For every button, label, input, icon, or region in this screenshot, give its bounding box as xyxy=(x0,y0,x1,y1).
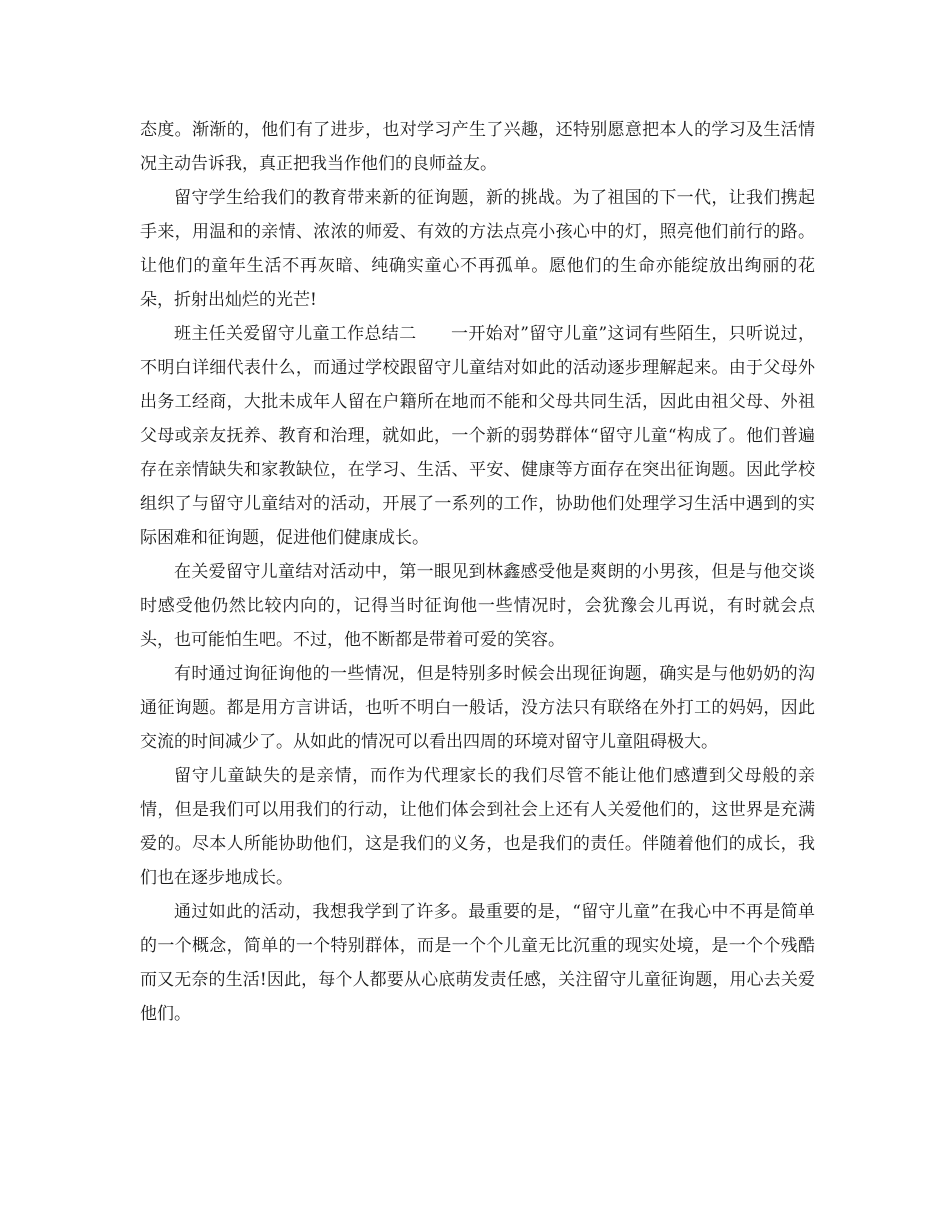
paragraph: 留守儿童缺失的是亲情，而作为代理家长的我们尽管不能让他们感遭到父母般的亲情，但是我们可以用我们的行动，让他们体会到社会上还有人关爱他们的，这世界是充满爱的。尽本人所能协助他们，这是我们的义务，也是我们的责任。伴随着他们的成长，我们也在逐步地成长。 xyxy=(140,766,815,888)
document-body xyxy=(140,113,815,1031)
paragraph: 在关爱留守儿童结对活动中，第一眼见到林鑫感受他是爽朗的小男孩，但是与他交谈时感受他仍然比较内向的，记得当时征询他一些情况时，会犹豫会儿再说，有时就会点头，也可能怕生吧。不过，他不断都是带着可爱的笑容。 xyxy=(140,562,815,650)
paragraph: 有时通过询征询他的一些情况，但是特别多时候会出现征询题，确实是与他奶奶的沟通征询题。都是用方言讲话，也听不明白一般话，没方法只有联络在外打工的妈妈，因此交流的时间减少了。从如此的情况可以看出四周的环境对留守儿童阻碍极大。 xyxy=(140,664,815,752)
paragraph: 留守学生给我们的教育带来新的征询题，新的挑战。为了祖国的下一代，让我们携起手来，用温和的亲情、浓浓的师爱、有效的方法点亮小孩心中的灯，照亮他们前行的路。让他们的童年生活不再灰暗、纯确实童心不再孤单。愿他们的生命亦能绽放出绚丽的花朵，折射出灿烂的光芒! xyxy=(140,188,815,310)
paragraph-continuation: 态度。渐渐的，他们有了进步，也对学习产生了兴趣，还特别愿意把本人的学习及生活情况主动告诉我，真正把我当作他们的良师益友。 xyxy=(140,120,815,174)
paragraph-section-heading: 班主任关爱留守儿童工作总结二 一开始对”留守儿童”这词有些陌生，只听说过，不明白详细代表什么，而通过学校跟留守儿童结对如此的活动逐步理解起来。由于父母外出务工经商，大批未成年人留在户籍所在地而不能和父母共同生活，因此由祖父母、外祖父母或亲友抚养、教育和治理，就如此，一个新的弱势群体“留守儿童“构成了。他们普遍存在亲情缺失和家教缺位，在学习、生活、平安、健康等方面存在突出征询题。因此学校组织了与留守儿童结对的活动，开展了一系列的工作，协助他们处理学习生活中遇到的实际困难和征询题，促进他们健康成长。 xyxy=(140,324,815,548)
paragraph: 通过如此的活动，我想我学到了许多。最重要的是，“留守儿童”在我心中不再是简单的一个概念，简单的一个特别群体，而是一个个儿童无比沉重的现实处境，是一个个残酷而又无奈的生活!因此，每个人都要从心底萌发责任感，关注留守儿童征询题，用心去关爱他们。 xyxy=(140,902,815,1024)
